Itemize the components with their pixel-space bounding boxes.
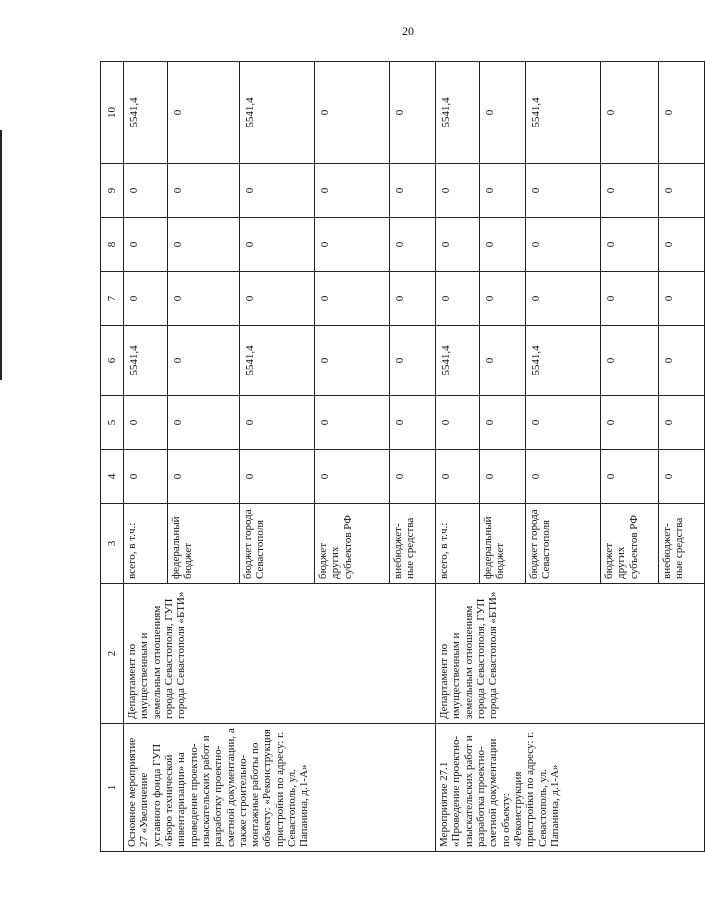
value-cell: 5541,4: [526, 62, 601, 164]
value-cell: 5541,4: [526, 326, 601, 396]
value-cell: 0: [315, 272, 390, 326]
value-cell: 0: [436, 218, 480, 272]
value-cell: 0: [124, 164, 168, 218]
value-cell: 0: [168, 164, 240, 218]
funding-source-cell: всего, в т.ч.:: [124, 504, 168, 584]
value-cell: 5541,4: [240, 62, 315, 164]
funding-source-cell: бюджет других субъектов РФ: [601, 504, 659, 584]
value-cell: 0: [240, 450, 315, 504]
funding-source-cell: федеральный бюджет: [480, 504, 526, 584]
funding-source-cell: бюджет города Севастополя: [240, 504, 315, 584]
value-cell: 0: [124, 396, 168, 450]
value-cell: 0: [315, 326, 390, 396]
value-cell: 0: [315, 164, 390, 218]
value-cell: 0: [526, 272, 601, 326]
value-cell: 0: [390, 450, 436, 504]
column-header: 7: [101, 272, 124, 326]
value-cell: 0: [315, 218, 390, 272]
value-cell: 0: [315, 450, 390, 504]
value-cell: 0: [390, 62, 436, 164]
value-cell: 0: [601, 272, 659, 326]
column-header: 5: [101, 396, 124, 450]
value-cell: 0: [436, 396, 480, 450]
column-header: 3: [101, 504, 124, 584]
value-cell: 0: [601, 218, 659, 272]
value-cell: 0: [601, 450, 659, 504]
value-cell: 0: [240, 272, 315, 326]
value-cell: 5541,4: [124, 326, 168, 396]
page-number: 20: [402, 24, 414, 38]
value-cell: 0: [659, 272, 705, 326]
value-cell: 0: [480, 164, 526, 218]
value-cell: 5541,4: [240, 326, 315, 396]
value-cell: 0: [601, 62, 659, 164]
value-cell: 0: [315, 62, 390, 164]
column-header: 6: [101, 326, 124, 396]
value-cell: 0: [390, 326, 436, 396]
value-cell: 0: [168, 218, 240, 272]
value-cell: 0: [436, 450, 480, 504]
value-cell: 0: [168, 272, 240, 326]
value-cell: 0: [659, 164, 705, 218]
funding-source-cell: внебюджет-ные средства: [659, 504, 705, 584]
value-cell: 0: [168, 62, 240, 164]
activity-cell: Основное мероприятие 27 «Увеличение уставного фонда ГУП «Бюро технической инвентаризации» на проведение проектно-изыскательских работ и разработку проектно-сметной документации, а также строительно-монтажные работы по объекту: «Реконструкция пристройки по адресу: г. Севастополь, ул. Папанина, д.1-А»: [124, 724, 436, 852]
activity-cell: Мероприятие 27.1 «Проведение проектно-изыскательских работ и разработка проектно-сметной документации по объекту: «Реконструкция пристройки по адресу: г. Севастополь, ул. Папанина, д.1-А»: [436, 724, 705, 852]
value-cell: 0: [601, 326, 659, 396]
value-cell: 0: [124, 450, 168, 504]
column-header: 1: [101, 724, 124, 852]
value-cell: 0: [240, 396, 315, 450]
funding-source-cell: всего, в т.ч.:: [436, 504, 480, 584]
value-cell: 0: [526, 450, 601, 504]
value-cell: 0: [390, 272, 436, 326]
value-cell: 5541,4: [436, 326, 480, 396]
value-cell: 0: [480, 272, 526, 326]
column-header: 2: [101, 584, 124, 724]
funding-source-cell: бюджет других субъектов РФ: [315, 504, 390, 584]
value-cell: 5541,4: [124, 62, 168, 164]
value-cell: 0: [526, 164, 601, 218]
value-cell: 0: [124, 272, 168, 326]
funding-source-cell: бюджет города Севастополя: [526, 504, 601, 584]
value-cell: 0: [480, 326, 526, 396]
value-cell: 0: [436, 272, 480, 326]
value-cell: 0: [240, 164, 315, 218]
column-header: 8: [101, 218, 124, 272]
value-cell: 0: [240, 218, 315, 272]
table-row: [124, 62, 168, 852]
funding-source-cell: федеральный бюджет: [168, 504, 240, 584]
value-cell: 0: [390, 164, 436, 218]
value-cell: 0: [480, 218, 526, 272]
value-cell: 0: [390, 396, 436, 450]
value-cell: 0: [168, 396, 240, 450]
value-cell: 5541,4: [436, 62, 480, 164]
rotated-table-container: [100, 62, 686, 852]
executor-cell: Департамент по имущественным и земельным отношениям города Севастополя, ГУП города Севастополя «БТИ»: [124, 584, 436, 724]
value-cell: 0: [526, 218, 601, 272]
value-cell: 0: [124, 218, 168, 272]
value-cell: 0: [480, 450, 526, 504]
binding-margin-line: [0, 130, 2, 380]
value-cell: 0: [659, 326, 705, 396]
value-cell: 0: [168, 326, 240, 396]
funding-table: [100, 61, 705, 852]
value-cell: 0: [659, 450, 705, 504]
value-cell: 0: [526, 396, 601, 450]
column-header: 9: [101, 164, 124, 218]
value-cell: 0: [436, 164, 480, 218]
value-cell: 0: [168, 450, 240, 504]
value-cell: 0: [601, 396, 659, 450]
value-cell: 0: [659, 62, 705, 164]
header-row: [101, 62, 124, 852]
value-cell: 0: [315, 396, 390, 450]
column-header: 4: [101, 450, 124, 504]
value-cell: 0: [659, 396, 705, 450]
table-row: [436, 62, 480, 852]
value-cell: 0: [480, 62, 526, 164]
column-header: 10: [101, 62, 124, 164]
value-cell: 0: [390, 218, 436, 272]
funding-source-cell: внебюджет-ные средства: [390, 504, 436, 584]
value-cell: 0: [480, 396, 526, 450]
value-cell: 0: [659, 218, 705, 272]
executor-cell: Департамент по имущественным и земельным отношениям города Севастополя, ГУП города Севастополя «БТИ»: [436, 584, 705, 724]
value-cell: 0: [601, 164, 659, 218]
